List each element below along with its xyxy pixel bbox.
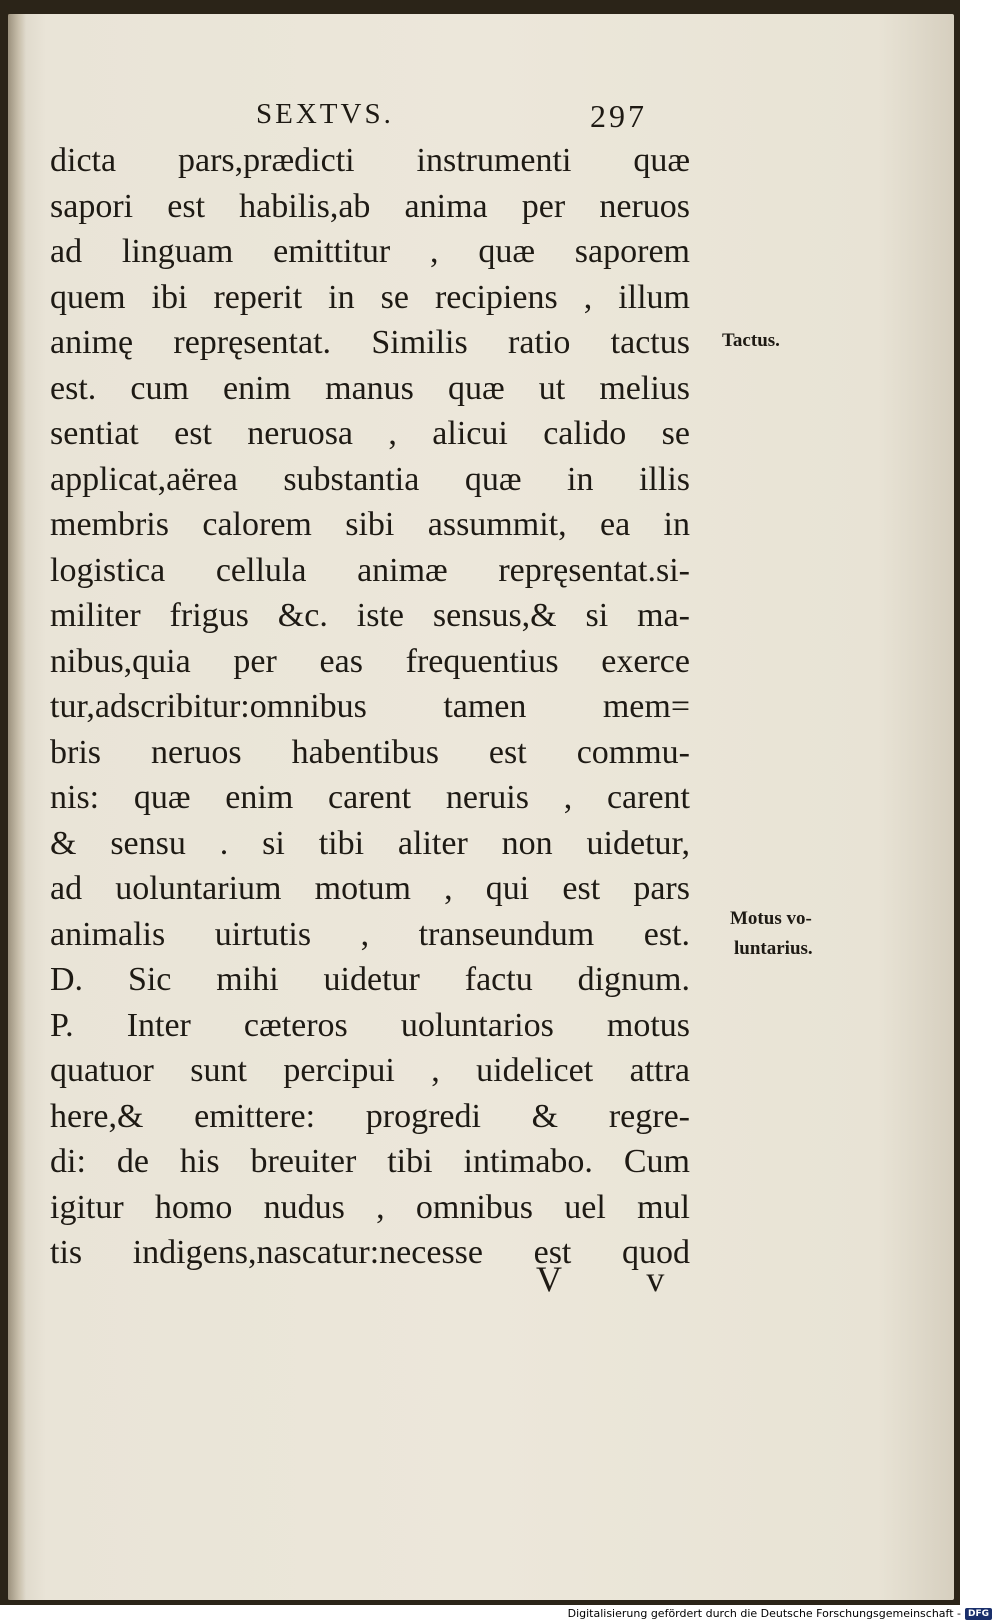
text-line: here,& emittere: progredi & regre- [50,1097,690,1135]
marginal-note-tactus: Tactus. [722,330,780,351]
text-line: igitur homo nudus , omnibus uel mul [50,1188,690,1226]
running-head [50,86,710,138]
text-line: & sensu . si tibi aliter non uidetur, [50,824,690,862]
text-line: membris calorem sibi assummit, ea in [50,506,690,543]
page-text-block [50,86,710,1276]
body-text [50,138,710,1276]
marginal-note-motus-line1: Motus vo- [730,908,812,929]
text-line: tur,adscribitur:omnibus tamen mem= [50,688,690,725]
text-line: ad linguam emittitur , quæ saporem [50,233,690,270]
digitization-credit [568,1607,992,1620]
text-line: di: de his breuiter tibi intimabo. Cum [50,1143,690,1180]
text-line: nibus,quia per eas frequentius exerce [50,642,690,680]
text-line: sapori est habilis,ab anima per neruos [50,187,690,225]
signature-mark: V v [536,1259,703,1299]
text-line: bris neruos habentibus est commu- [50,733,690,771]
text-line: ad uoluntarium motum , qui est pars [50,870,690,907]
text-line: dicta pars,prædicti instrumenti quæ [50,142,690,179]
text-line: quem ibi reperit in se recipiens , illum [50,278,690,316]
dfg-logo: DFG [965,1608,992,1620]
marginal-note-motus-line2: luntarius. [734,938,813,959]
text-line: D. Sic mihi uidetur factu dignum. [50,961,690,998]
text-line: nis: quæ enim carent neruis , carent [50,779,690,816]
text-line: applicat,aërea substantia quæ in illis [50,460,690,498]
text-line: logistica cellula animæ repręsentat.si- [50,551,690,589]
binding-shadow [8,14,26,1600]
text-line: animalis uirtutis , transeundum est. [50,915,690,953]
text-line: P. Inter cæteros uoluntarios motus [50,1006,690,1044]
text-line: sentiat est neruosa , alicui calido se [50,415,690,452]
text-line: militer frigus &c. iste sensus,& si ma- [50,597,690,634]
credit-text: Digitalisierung gefördert durch die Deutsche Forschungsgemeinschaft - [567,1607,961,1620]
running-title: SEXTVS. [256,98,394,130]
page-number: 297 [590,98,647,134]
text-line: est. cum enim manus quæ ut melius [50,369,690,407]
text-line: animę repręsentat. Similis ratio tactus [50,324,690,361]
text-line: quatuor sunt percipui , uidelicet attra [50,1052,690,1089]
text-line: tis indigens,nascatur:necesse est quod [50,1234,690,1271]
